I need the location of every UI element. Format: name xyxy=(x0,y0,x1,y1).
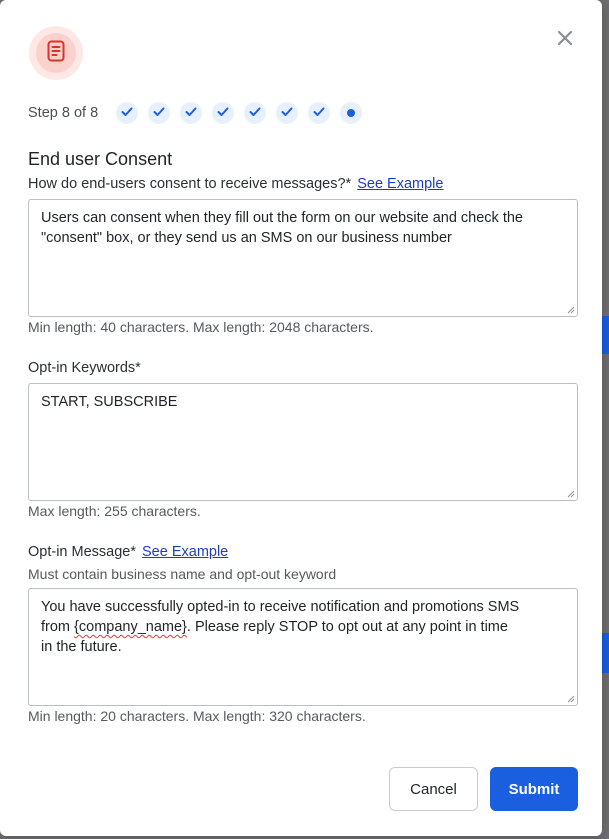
consent-label-text: How do end-users consent to receive messages?* xyxy=(28,176,352,192)
step-7-done xyxy=(308,102,330,124)
message-label xyxy=(28,544,228,560)
submit-button[interactable]: Submit xyxy=(490,767,578,811)
keywords-label: Opt-in Keywords* xyxy=(28,360,141,376)
step-2-done xyxy=(148,102,170,124)
message-line-1: You have successfully opted-in to receive notification and promotions SMS xyxy=(41,599,520,615)
check-icon xyxy=(153,104,165,122)
close-icon xyxy=(557,30,573,51)
check-icon xyxy=(249,104,261,122)
keywords-textarea-value: START, SUBSCRIBE xyxy=(41,394,178,410)
check-icon xyxy=(313,104,325,122)
message-see-example-link[interactable]: See Example xyxy=(142,544,229,560)
message-hint: Min length: 20 characters. Max length: 320 characters. xyxy=(28,708,366,724)
header-icon-badge xyxy=(29,26,83,80)
step-6-done xyxy=(276,102,298,124)
check-icon xyxy=(185,104,197,122)
message-from: from xyxy=(41,619,75,635)
cancel-button[interactable]: Cancel xyxy=(389,767,478,811)
keywords-hint: Max length: 255 characters. xyxy=(28,503,201,519)
step-3-done xyxy=(180,102,202,124)
resize-grip-icon[interactable] xyxy=(567,695,575,703)
document-icon xyxy=(46,40,66,67)
consent-textarea-value: Users can consent when they fill out the form on our website and check the "consent" box, or they send us an SMS on our business number xyxy=(41,210,523,246)
check-icon xyxy=(281,104,293,122)
section-title: End user Consent xyxy=(28,149,173,169)
message-textarea[interactable] xyxy=(28,588,578,706)
background-button-fragment xyxy=(602,316,609,354)
consent-hint: Min length: 40 characters. Max length: 2048 characters. xyxy=(28,319,374,335)
step-1-done xyxy=(116,102,138,124)
message-line-3: in the future. xyxy=(41,639,122,655)
background-button-fragment xyxy=(602,633,609,673)
company-name-token: {company_name} xyxy=(74,619,187,635)
stepper xyxy=(28,101,362,125)
message-sublabel: Must contain business name and opt-out keyword xyxy=(28,566,337,582)
consent-see-example-link[interactable]: See Example xyxy=(357,176,444,192)
consent-label xyxy=(28,176,443,192)
message-label-text: Opt-in Message* xyxy=(28,544,136,560)
message-rest: . Please reply STOP to opt out at any point in time xyxy=(186,619,508,635)
resize-grip-icon[interactable] xyxy=(567,490,575,498)
close-button[interactable] xyxy=(553,28,577,52)
step-4-done xyxy=(212,102,234,124)
check-icon xyxy=(121,104,133,122)
check-icon xyxy=(217,104,229,122)
resize-grip-icon[interactable] xyxy=(567,306,575,314)
consent-textarea[interactable] xyxy=(28,199,578,317)
keywords-textarea[interactable] xyxy=(28,383,578,501)
step-5-done xyxy=(244,102,266,124)
step-label: Step 8 of 8 xyxy=(28,105,99,121)
step-8-current xyxy=(340,102,362,124)
